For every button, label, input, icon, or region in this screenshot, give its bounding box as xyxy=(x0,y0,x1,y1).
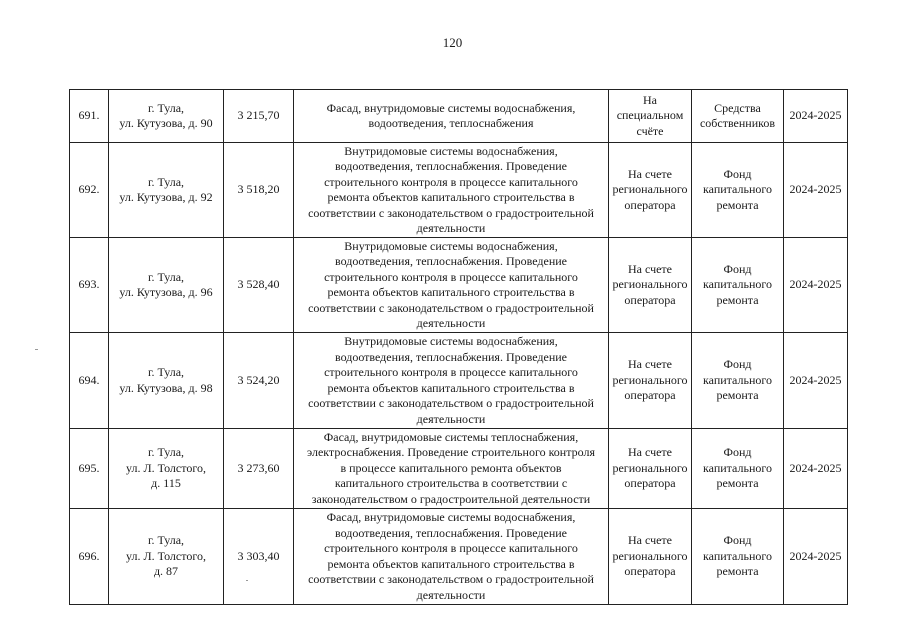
account-line: На счете xyxy=(627,166,672,181)
works-line: Фасад, внутридомовые системы теплоснабжения, xyxy=(323,429,579,444)
scan-speck xyxy=(35,349,38,350)
address-line: ул. Кутузова, д. 96 xyxy=(119,285,213,299)
area-cell: 3 273,60 xyxy=(224,429,294,509)
funding-line: ремонта xyxy=(716,388,759,403)
funding-line: Фонд xyxy=(723,357,752,372)
account-line: счёте xyxy=(636,123,664,138)
period-cell: 2024-2025 xyxy=(784,333,848,429)
row-number: 693. xyxy=(70,238,109,333)
account-line: регионального xyxy=(612,182,688,197)
address-line: г. Тула, xyxy=(147,269,185,284)
funding-line: Фонд xyxy=(723,261,752,276)
address-line: д. 87 xyxy=(153,564,179,579)
funding-line: капитального xyxy=(703,372,772,387)
row-number: 691. xyxy=(70,90,109,143)
page-number: 120 xyxy=(442,35,463,50)
funding-line: Фонд xyxy=(723,445,752,460)
funding-line: Фонд xyxy=(723,166,752,181)
address-line: г. Тула, xyxy=(147,533,185,548)
works-line: водоотведения, теплоснабжения. Проведение xyxy=(334,254,567,268)
funding-line: капитального xyxy=(703,182,772,197)
area-cell: 3 215,70 xyxy=(224,90,294,143)
address-line: ул. Кутузова, д. 90 xyxy=(119,116,213,130)
table-row xyxy=(70,509,848,605)
works-line: Фасад, внутридомовые системы водоснабжения, xyxy=(326,100,576,115)
works-line: в процессе капитального ремонта объектов xyxy=(340,460,562,475)
row-number: 692. xyxy=(70,143,109,238)
area-cell: 3 528,40 xyxy=(224,238,294,333)
account-line: специальном xyxy=(616,108,684,123)
funding-line: собственников xyxy=(699,116,776,130)
account-line: оператора xyxy=(624,564,676,579)
area-cell: 3 303,40 xyxy=(224,509,294,605)
row-number: 696. xyxy=(70,509,109,605)
account-line: регионального xyxy=(612,277,688,292)
period-cell: 2024-2025 xyxy=(784,238,848,333)
funding-line: ремонта xyxy=(716,476,759,491)
works-line: соответствии с законодательством о градостроительной xyxy=(308,572,594,586)
address-line: г. Тула, xyxy=(147,174,185,189)
period-cell: 2024-2025 xyxy=(784,509,848,605)
works-cell xyxy=(294,238,609,333)
works-line: водоотведения, теплоснабжения. Проведение xyxy=(334,349,567,364)
works-line: соответствии с законодательством о градостроительной xyxy=(308,300,594,315)
address-cell xyxy=(109,429,224,509)
works-line: водоотведения, теплоснабжения. Проведение xyxy=(334,525,567,540)
account-line: На счете xyxy=(627,533,672,548)
works-line: водоотведения, теплоснабжения xyxy=(368,116,534,130)
table-row xyxy=(70,143,848,238)
works-line: строительного контроля в процессе капитального xyxy=(324,541,578,555)
funding-cell xyxy=(692,509,784,605)
works-line: электроснабжения. Проведение строительного контроля xyxy=(307,445,595,460)
account-line: регионального xyxy=(612,372,688,387)
works-line: соответствии с законодательством о градостроительной xyxy=(308,396,594,410)
works-line: строительного контроля в процессе капитального xyxy=(324,269,578,284)
table-row xyxy=(70,90,848,143)
works-line: строительного контроля в процессе капитального xyxy=(324,174,578,189)
works-line: ремонта объектов капитального строительства в xyxy=(327,556,575,571)
account-line: регионального xyxy=(612,460,688,475)
account-cell xyxy=(609,509,692,605)
row-number: 695. xyxy=(70,429,109,509)
works-cell xyxy=(294,429,609,509)
works-line: деятельности xyxy=(416,316,486,330)
account-line: регионального xyxy=(612,548,688,563)
works-line: ремонта объектов капитального строительства в xyxy=(327,285,575,299)
scan-speck xyxy=(246,580,248,581)
account-cell xyxy=(609,238,692,333)
period-cell: 2024-2025 xyxy=(784,429,848,509)
works-cell xyxy=(294,509,609,605)
funding-line: Фонд xyxy=(723,533,752,548)
funding-cell xyxy=(692,143,784,238)
address-cell xyxy=(109,90,224,143)
address-line: ул. Л. Толстого, xyxy=(126,548,206,563)
account-cell xyxy=(609,90,692,143)
funding-line: капитального xyxy=(703,460,772,475)
works-cell xyxy=(294,333,609,429)
table-row xyxy=(70,238,848,333)
account-cell xyxy=(609,429,692,509)
area-cell: 3 524,20 xyxy=(224,333,294,429)
period-cell: 2024-2025 xyxy=(784,143,848,238)
address-line: г. Тула, xyxy=(147,445,185,460)
address-line: ул. Кутузова, д. 98 xyxy=(119,380,213,395)
funding-line: ремонта xyxy=(716,564,759,579)
row-number: 694. xyxy=(70,333,109,429)
address-cell xyxy=(109,143,224,238)
funding-line: ремонта xyxy=(716,292,759,307)
address-line: ул. Л. Толстого, xyxy=(126,460,206,475)
address-line: ул. Кутузова, д. 92 xyxy=(119,190,213,204)
funding-line: ремонта xyxy=(716,197,759,212)
funding-line: Средства xyxy=(714,100,761,115)
works-line: строительного контроля в процессе капитального xyxy=(324,365,578,379)
works-line: деятельности xyxy=(416,221,486,235)
account-line: оператора xyxy=(624,476,676,491)
works-line: соответствии с законодательством о градостроительной xyxy=(308,205,594,220)
account-line: На xyxy=(643,92,657,107)
account-line: оператора xyxy=(624,197,676,212)
works-line: капитального строительства в соответствии с xyxy=(334,476,568,491)
address-cell xyxy=(109,238,224,333)
table-row xyxy=(70,333,848,429)
works-line: деятельности xyxy=(416,411,486,426)
funding-line: капитального xyxy=(703,277,772,292)
funding-cell xyxy=(692,429,784,509)
account-line: На счете xyxy=(627,261,672,276)
account-line: На счете xyxy=(627,445,672,460)
works-line: водоотведения, теплоснабжения. Проведение xyxy=(334,159,567,173)
works-line: законодательством о градостроительной деятельности xyxy=(311,491,591,506)
funding-line: капитального xyxy=(703,548,772,563)
account-line: оператора xyxy=(624,292,676,307)
area-cell: 3 518,20 xyxy=(224,143,294,238)
address-line: г. Тула, xyxy=(147,100,185,115)
address-cell xyxy=(109,509,224,605)
works-cell xyxy=(294,143,609,238)
account-line: оператора xyxy=(624,388,676,403)
account-cell xyxy=(609,333,692,429)
works-line: Фасад, внутридомовые системы водоснабжения, xyxy=(326,510,576,524)
address-line: д. 115 xyxy=(151,476,181,491)
works-line: Внутридомовые системы водоснабжения, xyxy=(344,143,558,158)
works-line: Внутридомовые системы водоснабжения, xyxy=(344,334,558,348)
table-row xyxy=(70,429,848,509)
funding-cell xyxy=(692,90,784,143)
account-line: На счете xyxy=(627,357,672,372)
works-line: ремонта объектов капитального строительства в xyxy=(327,380,575,395)
account-cell xyxy=(609,143,692,238)
address-cell xyxy=(109,333,224,429)
address-line: г. Тула, xyxy=(147,365,185,379)
works-line: Внутридомовые системы водоснабжения, xyxy=(344,238,558,253)
works-line: ремонта объектов капитального строительства в xyxy=(327,190,575,204)
funding-cell xyxy=(692,333,784,429)
funding-cell xyxy=(692,238,784,333)
capital-repair-table xyxy=(69,89,848,605)
works-cell xyxy=(294,90,609,143)
period-cell: 2024-2025 xyxy=(784,90,848,143)
works-line: деятельности xyxy=(416,587,486,602)
